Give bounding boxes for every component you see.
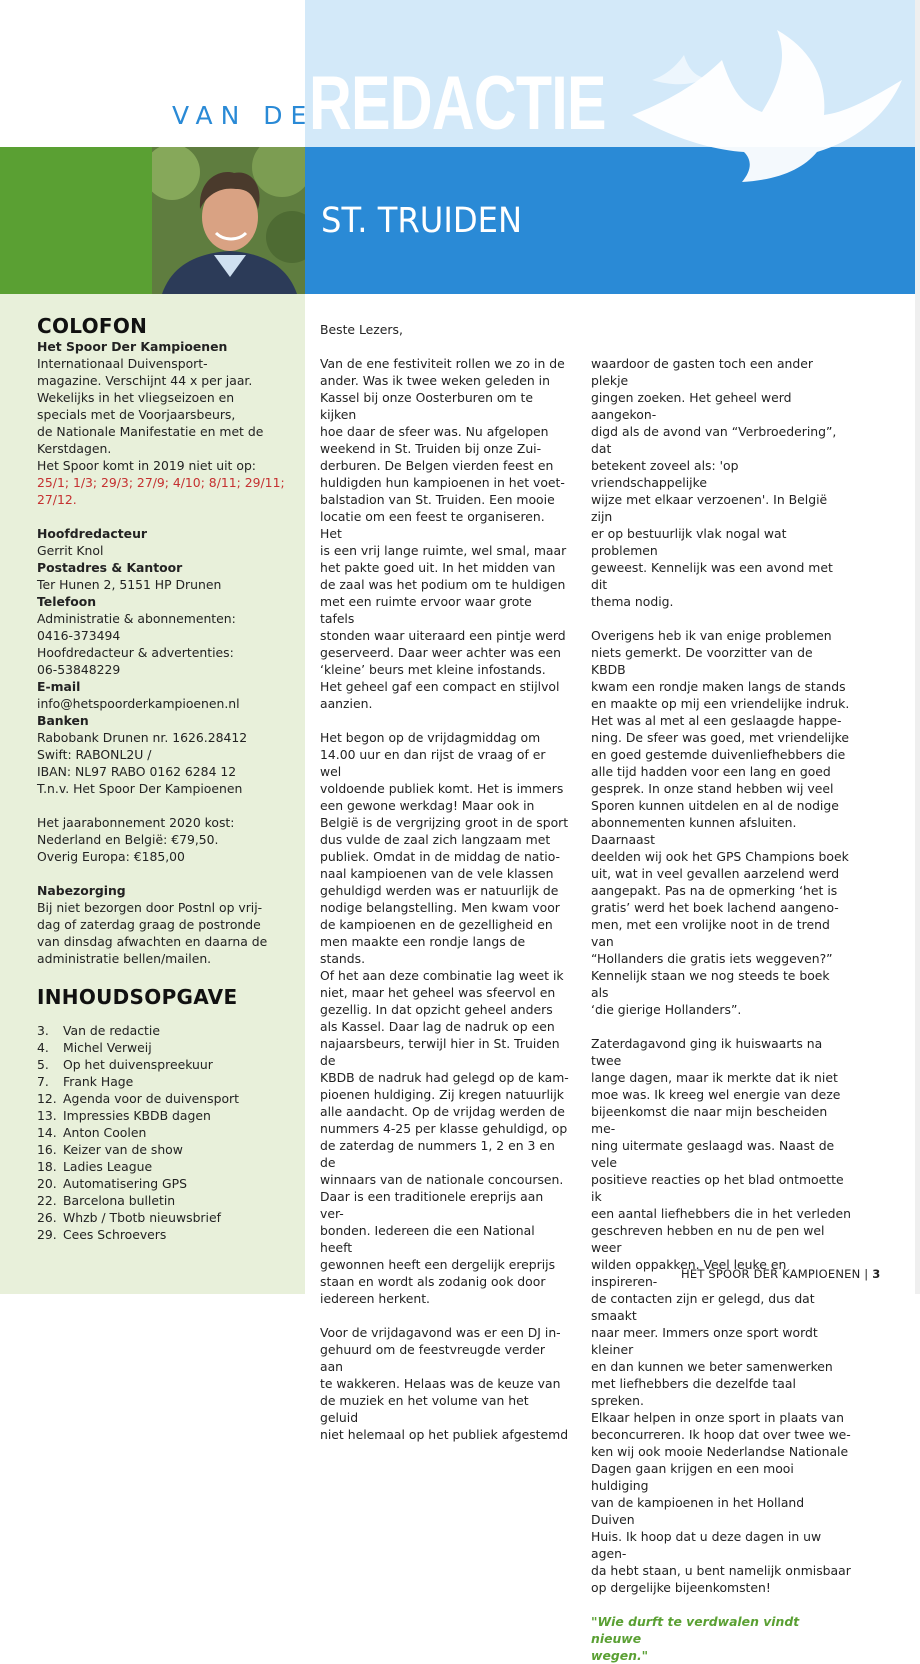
toc-page-number: 3.	[37, 1023, 49, 1038]
article-line: Elkaar helpen in onze sport in plaats van	[591, 1410, 844, 1425]
toc-page-number: 12.	[37, 1091, 57, 1106]
toc-page-number: 29.	[37, 1227, 57, 1242]
phone-admin-label: Administratie & abonnementen:	[37, 611, 236, 626]
article-line: Daar is een traditionele ereprijs aan ver-	[320, 1189, 544, 1221]
article-line: geschreven hebben en nu de pen wel weer	[591, 1223, 825, 1255]
toc-page-number: 16.	[37, 1142, 57, 1157]
phone-admin: 0416-373494	[37, 628, 121, 643]
toc-item	[37, 1175, 297, 1192]
toc-page-number: 18.	[37, 1159, 57, 1174]
article-line: balstadion van St. Truiden. Een mooie	[320, 492, 555, 507]
article-line: Het begon op de vrijdagmiddag om	[320, 730, 541, 745]
article-line: publiek. Omdat in de middag de natio-	[320, 849, 560, 864]
page-number: 3	[872, 1267, 881, 1281]
address-label: Postadres & Kantoor	[37, 560, 183, 575]
header-kicker: VAN DE	[172, 101, 315, 130]
article-line: Kennelijk staan we nog steeds te boek als	[591, 968, 830, 1000]
toc-item	[37, 1124, 297, 1141]
colofon-sidebar	[37, 314, 297, 1243]
article-line: met een ruimte ervoor waar grote tafels	[320, 594, 532, 626]
article-line: Kassel bij onze Oosterburen om te kijken	[320, 390, 533, 422]
article-line: een aantal liefhebbers die in het verleden	[591, 1206, 851, 1221]
aftercare-label: Nabezorging	[37, 883, 126, 898]
article-line: niet helemaal op het publiek afgestemd	[320, 1427, 569, 1442]
article-line: gratis’ werd het boek lachend aangeno-	[591, 900, 839, 915]
article-line: Overigens heb ik van enige problemen	[591, 628, 832, 643]
banks-label: Banken	[37, 713, 89, 728]
article-line: “Hollanders die gratis iets weggeven?”	[591, 951, 833, 966]
toc-title-text: Michel Verweij	[63, 1040, 152, 1055]
article-line: thema nodig.	[591, 594, 674, 609]
article-line: als Kassel. Daar lag de nadruk op een	[320, 1019, 555, 1034]
article-line: een gewone werkdag! Maar ook in	[320, 798, 535, 813]
toc-page-number: 13.	[37, 1108, 57, 1123]
article-line: op dergelijke bijeenkomsten!	[591, 1580, 771, 1595]
article-line: stonden waar uiteraard een pintje werd	[320, 628, 566, 643]
article-line: positieve reacties op het blad ontmoette ik	[591, 1172, 844, 1204]
subscription-line: Overig Europa: €185,00	[37, 849, 185, 864]
article-line: aanzien.	[320, 696, 373, 711]
article-line: Zaterdagavond ging ik huiswaarts na twee	[591, 1036, 823, 1068]
article-paragraph	[591, 627, 851, 1018]
greeting: Beste Lezers,	[320, 322, 403, 337]
editor-label: Hoofdredacteur	[37, 526, 148, 541]
aftercare-line: Bij niet bezorgen door Postnl op vrij-	[37, 900, 263, 915]
article-line: gesprek. In onze stand hebben wij veel	[591, 781, 834, 796]
bank-line: IBAN: NL97 RABO 0162 6284 12	[37, 764, 237, 779]
article-line: Van de ene festiviteit rollen we zo in de	[320, 356, 565, 371]
article-line: men maakte een rondje langs de stands.	[320, 934, 526, 966]
article-line: nodige belangstelling. Men kwam voor	[320, 900, 560, 915]
article-line: Dagen gaan krijgen en een mooi huldiging	[591, 1461, 794, 1493]
intro-line: Wekelijks in het vliegseizoen en	[37, 390, 235, 405]
article-line: gingen zoeken. Het geheel werd aangekon-	[591, 390, 792, 422]
article-line: en dan kunnen we beter samenwerken	[591, 1359, 833, 1374]
article-line: het pakte goed uit. In het midden van	[320, 560, 556, 575]
article-line: digd als de avond van “Verbroedering”, dat	[591, 424, 837, 456]
article-line: niet, maar het geheel was sfeervol en	[320, 985, 556, 1000]
toc-title-text: Whzb / Tbotb nieuwsbrief	[63, 1210, 221, 1225]
article-line: beconcurreren. Ik hoop dat over twee we-	[591, 1427, 851, 1442]
aftercare-line: administratie bellen/mailen.	[37, 951, 212, 966]
publication-name: HET SPOOR DER KAMPIOENEN |	[681, 1267, 869, 1281]
toc-title-text: Barcelona bulletin	[63, 1193, 176, 1208]
article-line: geweest. Kennelijk was een avond met dit	[591, 560, 833, 592]
article-line: abonnementen kunnen afsluiten. Daarnaast	[591, 815, 797, 847]
phone-editor-label: Hoofdredacteur & advertenties:	[37, 645, 234, 660]
toc-title-text: Automatisering GPS	[63, 1176, 187, 1191]
subscription-line: Nederland en België: €79,50.	[37, 832, 219, 847]
article-line: en maakte op mij een vriendelijke indruk.	[591, 696, 850, 711]
toc-page-number: 20.	[37, 1176, 57, 1191]
article-column-left	[320, 321, 570, 1460]
page-footer	[681, 1267, 880, 1281]
article-paragraph	[320, 355, 570, 712]
article-line: ‘kleine’ beurs met kleine infostands.	[320, 662, 546, 677]
intro-line: Kerstdagen.	[37, 441, 112, 456]
address: Ter Hunen 2, 5151 HP Drunen	[37, 577, 222, 592]
article-column-right	[591, 355, 851, 1664]
article-line: Of het aan deze combinatie lag weet ik	[320, 968, 564, 983]
article-line: locatie om een feest te organiseren. Het	[320, 509, 545, 541]
article-line: wijze met elkaar verzoenen'. In België zijn	[591, 492, 828, 524]
editor-name: Gerrit Knol	[37, 543, 104, 558]
toc-page-number: 7.	[37, 1074, 49, 1089]
toc-item	[37, 1192, 297, 1209]
intro-line: specials met de Voorjaarsbeurs,	[37, 407, 236, 422]
article-paragraph	[320, 1324, 570, 1443]
toc-page-number: 14.	[37, 1125, 57, 1140]
article-line: men, met een vrolijke noot in de trend van	[591, 917, 830, 949]
toc-title-text: Van de redactie	[63, 1023, 160, 1038]
toc-title-text: Impressies KBDB dagen	[63, 1108, 211, 1123]
toc-item	[37, 1039, 297, 1056]
article-line: gehuldigd werden was er natuurlijk de	[320, 883, 559, 898]
not-out-dates: 25/1; 1/3; 29/3; 27/9; 4/10; 8/11; 29/11; 27/12.	[37, 475, 285, 507]
toc-title-text: Anton Coolen	[63, 1125, 147, 1140]
article-line: België is de vergrijzing groot in de sport	[320, 815, 569, 830]
article-line: huldigden hun kampioenen in het voet-	[320, 475, 565, 490]
article-line: alle aandacht. Op de vrijdag werden de	[320, 1104, 565, 1119]
toc-title-text: Cees Schroevers	[63, 1227, 167, 1242]
bank-line: Swift: RABONL2U /	[37, 747, 152, 762]
article-paragraph	[591, 355, 851, 610]
article-line: deelden wij ook het GPS Champions boek	[591, 849, 849, 864]
article-line: kwam een rondje maken langs de stands	[591, 679, 846, 694]
article-paragraph	[320, 729, 570, 1307]
article-line: gewonnen heeft een dergelijk ereprijs	[320, 1257, 556, 1272]
article-line: hoe daar de sfeer was. Nu afgelopen	[320, 424, 549, 439]
article-line: lange dagen, maar ik merkte dat ik niet	[591, 1070, 838, 1085]
toc-item	[37, 1158, 297, 1175]
toc-item	[37, 1107, 297, 1124]
article-line: ken wij ook mooie Nederlandse Nationale	[591, 1444, 849, 1459]
article-line: weekend in St. Truiden bij onze Zui-	[320, 441, 542, 456]
intro-line: magazine. Verschijnt 44 x per jaar.	[37, 373, 253, 388]
article-line: ‘die gierige Hollanders”.	[591, 1002, 742, 1017]
article-paragraph	[591, 1035, 851, 1596]
article-line: te wakkeren. Helaas was de keuze van	[320, 1376, 561, 1391]
article-line: geserveerd. Daar weer achter was een	[320, 645, 562, 660]
intro-line: Internationaal Duivensport-	[37, 356, 208, 371]
article-line: en goed gestemde duivenliefhebbers die	[591, 747, 846, 762]
article-line: Huis. Ik hoop dat u deze dagen in uw agen-	[591, 1529, 822, 1561]
article-line: da hebt staan, u bent namelijk onmisbaar	[591, 1563, 851, 1578]
closing-quote-line: "Wie durft te verdwalen vindt nieuwe	[591, 1614, 800, 1646]
header-title: REDACTIE	[309, 61, 606, 146]
toc-item	[37, 1226, 297, 1243]
aftercare-line: van dinsdag afwachten en daarna de	[37, 934, 268, 949]
editor-photo	[152, 147, 305, 294]
colofon-title: COLOFON	[37, 314, 148, 338]
article-line: de zaterdag de nummers 1, 2 en 3 en de	[320, 1138, 555, 1170]
article-line: Het was al met al een geslaagde happe-	[591, 713, 842, 728]
article-line: waardoor de gasten toch een ander plekje	[591, 356, 813, 388]
article-line: met liefhebbers die dezelfde taal spreken.	[591, 1376, 796, 1408]
article-line: winnaars van de nationale concoursen.	[320, 1172, 564, 1187]
article-line: wilden oppakken. Veel leuke en inspireren-	[591, 1257, 787, 1289]
article-line: naal kampioenen van de vele klassen	[320, 866, 554, 881]
article-line: nummers 4-25 per klasse gehuldigd, op	[320, 1121, 568, 1136]
email-label: E-mail	[37, 679, 81, 694]
toc-item	[37, 1209, 297, 1226]
aftercare-line: dag of zaterdag graag de postronde	[37, 917, 261, 932]
article-subtitle: ST. TRUIDEN	[321, 201, 523, 241]
intro-line: de Nationale Manifestatie en met de	[37, 424, 264, 439]
toc-item	[37, 1022, 297, 1039]
closing-quote-line: wegen."	[591, 1648, 649, 1663]
dove-illustration	[612, 20, 912, 190]
article-line: Sporen kunnen uitdelen en al de nodige	[591, 798, 839, 813]
article-line: er op bestuurlijk vlak nogal wat problemen	[591, 526, 787, 558]
page-edge	[915, 0, 920, 1294]
magazine-name: Het Spoor Der Kampioenen	[37, 339, 228, 354]
article-line: de muziek en het volume van het geluid	[320, 1393, 529, 1425]
toc-page-number: 5.	[37, 1057, 49, 1072]
article-line: uit, wat in veel gevallen aarzelend werd	[591, 866, 840, 881]
article-line: naar meer. Immers onze sport wordt kleiner	[591, 1325, 818, 1357]
toc-item	[37, 1073, 297, 1090]
article-line: Het geheel gaf een compact en stijlvol	[320, 679, 560, 694]
bank-line: T.n.v. Het Spoor Der Kampioenen	[37, 781, 243, 796]
article-line: gezellig. In dat opzicht geheel anders	[320, 1002, 553, 1017]
article-line: ning uitermate geslaagd was. Naast de vele	[591, 1138, 835, 1170]
email-address: info@hetspoorderkampioenen.nl	[37, 696, 240, 711]
article-line: betekent zoveel als: 'op vriendschappelijke	[591, 458, 739, 490]
article-line: KBDB de nadruk had gelegd op de kam-	[320, 1070, 569, 1085]
toc-page-number: 26.	[37, 1210, 57, 1225]
table-of-contents	[37, 1022, 297, 1243]
article-line: staan en wordt als zodanig ook door	[320, 1274, 546, 1289]
article-line: 14.00 uur en dan rijst de vraag of er wel	[320, 747, 546, 779]
subscription-line: Het jaarabonnement 2020 kost:	[37, 815, 235, 830]
toc-page-number: 22.	[37, 1193, 57, 1208]
article-line: bonden. Iedereen die een National heeft	[320, 1223, 535, 1255]
toc-item	[37, 1090, 297, 1107]
article-line: ander. Was ik twee weken geleden in	[320, 373, 550, 388]
header-green-panel	[0, 147, 152, 294]
article-line: moe was. Ik kreeg wel energie van deze	[591, 1087, 841, 1102]
toc-title-text: Agenda voor de duivensport	[63, 1091, 239, 1106]
toc-title-text: Frank Hage	[63, 1074, 134, 1089]
bank-line: Rabobank Drunen nr. 1626.28412	[37, 730, 248, 745]
article-line: van de kampioenen in het Holland Duiven	[591, 1495, 805, 1527]
toc-item	[37, 1056, 297, 1073]
article-line: bijeenkomst die naar mijn bescheiden me-	[591, 1104, 828, 1136]
article-line: de zaal was het podium om te huldigen	[320, 577, 566, 592]
article-line: aangepakt. Pas na de opmerking ‘het is	[591, 883, 838, 898]
article-line: alle tijd hadden voor een lang en goed	[591, 764, 831, 779]
not-out-label: Het Spoor komt in 2019 niet uit op:	[37, 458, 256, 473]
toc-page-number: 4.	[37, 1040, 49, 1055]
article-line: derburen. De Belgen vierden feest en	[320, 458, 554, 473]
article-line: niets gemerkt. De voorzitter van de KBDB	[591, 645, 813, 677]
article-line: dus vulde de zaal zich langzaam met	[320, 832, 551, 847]
phone-editor: 06-53848229	[37, 662, 121, 677]
article-line: iedereen herkent.	[320, 1291, 430, 1306]
toc-title-text: Op het duivenspreekuur	[63, 1057, 213, 1072]
article-line: Voor de vrijdagavond was er een DJ in-	[320, 1325, 561, 1340]
article-line: voldoende publiek komt. Het is immers	[320, 781, 564, 796]
article-line: gehuurd om de feestvreugde verder aan	[320, 1342, 546, 1374]
article-line: is een vrij lange ruimte, wel smal, maar	[320, 543, 567, 558]
article-line: pioenen huldiging. Zij kregen natuurlijk	[320, 1087, 564, 1102]
toc-title: INHOUDSOPGAVE	[37, 985, 238, 1009]
article-line: de contacten zijn er gelegd, dus dat smaakt	[591, 1291, 815, 1323]
toc-title-text: Keizer van de show	[63, 1142, 183, 1157]
toc-item	[37, 1141, 297, 1158]
article-line: ning. De sfeer was goed, met vriendelijke	[591, 730, 850, 745]
toc-title-text: Ladies League	[63, 1159, 153, 1174]
phone-label: Telefoon	[37, 594, 97, 609]
article-line: najaarsbeurs, terwijl hier in St. Truiden de	[320, 1036, 560, 1068]
article-line: de kampioenen en de gezelligheid en	[320, 917, 553, 932]
